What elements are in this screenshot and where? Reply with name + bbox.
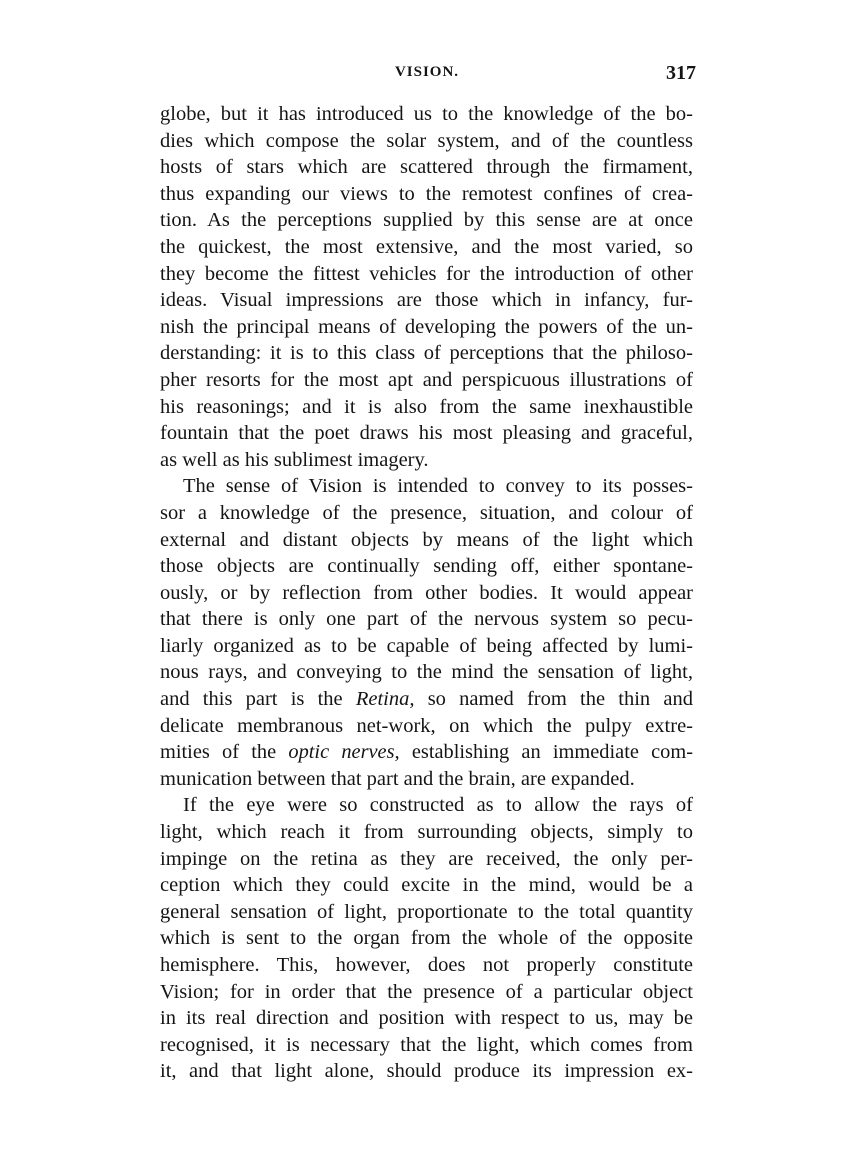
text-run: his reasonings; and it is also from the same inexhaustible <box>160 395 693 418</box>
text-line <box>160 633 693 660</box>
text-line <box>160 846 693 873</box>
running-head <box>158 62 696 86</box>
text-run: nish the principal means of developing the powers of the un- <box>160 315 693 338</box>
text-line <box>160 872 693 899</box>
text-run: globe, but it has introduced us to the knowledge of the bo- <box>160 103 693 125</box>
text-run: delicate membranous net-work, on which the pulpy extre- <box>160 714 693 737</box>
text-line <box>160 792 693 819</box>
text-line <box>160 527 693 554</box>
text-line <box>160 1005 693 1032</box>
running-head-title: VISION. <box>394 64 460 80</box>
text-run: as well as his sublimest imagery. <box>160 448 429 471</box>
text-run: light, which reach it from surrounding objects, simply to <box>160 821 693 844</box>
page-number: 317 <box>666 62 696 84</box>
text-line <box>160 713 693 740</box>
text-run: which is sent to the organ from the whole of the opposite <box>160 927 693 950</box>
text-run: so named from the thin and <box>414 688 693 711</box>
text-run: nous rays, and conveying to the mind the sensation of light, <box>160 661 693 684</box>
text-line <box>160 314 693 341</box>
text-run: liarly organized as to be capable of being affected by lumi- <box>160 634 693 657</box>
text-run: in its real direction and position with respect to us, may be <box>160 1007 693 1030</box>
text-line <box>160 128 693 155</box>
body-text <box>160 101 693 1085</box>
text-run: they become the fittest vehicles for the introduction of other <box>160 262 693 285</box>
text-run: The sense of Vision is intended to convey to its posses- <box>183 475 693 498</box>
text-line <box>160 686 693 713</box>
text-line <box>160 394 693 421</box>
text-line <box>160 925 693 952</box>
text-run: and this part is the <box>160 688 356 711</box>
text-line <box>160 979 693 1006</box>
text-line <box>160 261 693 288</box>
text-line <box>160 207 693 234</box>
text-line <box>160 500 693 527</box>
text-run: hemisphere. This, however, does not properly constitute <box>160 954 693 976</box>
text-line <box>160 766 693 793</box>
text-run: Vision; for in order that the presence of a particular object <box>160 980 693 1003</box>
text-run: sor a knowledge of the presence, situation, and colour of <box>160 501 693 524</box>
text-line <box>160 367 693 394</box>
text-run: those objects are continually sending off, either spontane- <box>160 555 693 578</box>
text-run: external and distant objects by means of the light which <box>160 528 693 551</box>
text-line <box>160 473 693 500</box>
text-run: derstanding: it is to this class of perceptions that the philoso- <box>160 342 693 365</box>
text-line <box>160 1058 693 1085</box>
text-run: recognised, it is necessary that the light, which comes from <box>160 1033 693 1056</box>
text-line <box>160 580 693 607</box>
text-line <box>160 952 693 979</box>
italic-term: Retina, <box>355 688 415 711</box>
text-run: munication between that part and the brain, are expanded. <box>160 767 635 790</box>
text-run: ously, or by reflection from other bodies. It would appear <box>160 581 693 604</box>
text-run: general sensation of light, proportionate to the total quantity <box>160 900 693 923</box>
text-line <box>160 101 693 128</box>
text-run: pher resorts for the most apt and perspicuous illustrations of <box>160 368 693 391</box>
text-line <box>160 181 693 208</box>
text-run: that there is only one part of the nervous system so pecu- <box>160 608 693 631</box>
text-line <box>160 606 693 633</box>
text-run: establishing an immediate com- <box>399 741 693 764</box>
text-run: thus expanding our views to the remotest confines of crea- <box>160 182 693 205</box>
text-run: the quickest, the most extensive, and the most varied, so <box>160 235 693 258</box>
text-line <box>160 447 693 474</box>
text-run: hosts of stars which are scattered through the firmament, <box>160 156 693 179</box>
text-line <box>160 420 693 447</box>
text-run: it, and that light alone, should produce its impression ex- <box>160 1060 693 1083</box>
text-run: fountain that the poet draws his most pleasing and graceful, <box>160 422 693 445</box>
text-line <box>160 154 693 181</box>
text-run: ception which they could excite in the mind, would be a <box>160 874 693 897</box>
text-run: If the eye were so constructed as to allow the rays of <box>183 794 693 817</box>
text-run: dies which compose the solar system, and of the countless <box>160 129 693 152</box>
text-line <box>160 553 693 580</box>
text-line <box>160 659 693 686</box>
text-line <box>160 1032 693 1059</box>
text-run: tion. As the perceptions supplied by this sense are at once <box>160 209 693 232</box>
text-line <box>160 899 693 926</box>
text-line <box>160 234 693 261</box>
text-run: mities of the <box>160 741 289 764</box>
text-line <box>160 739 693 766</box>
text-line <box>160 819 693 846</box>
text-run: impinge on the retina as they are received, the only per- <box>160 847 693 870</box>
text-run: ideas. Visual impressions are those which in infancy, fur- <box>160 289 693 312</box>
text-line <box>160 340 693 367</box>
text-line <box>160 287 693 314</box>
italic-term: optic nerves, <box>288 741 400 764</box>
